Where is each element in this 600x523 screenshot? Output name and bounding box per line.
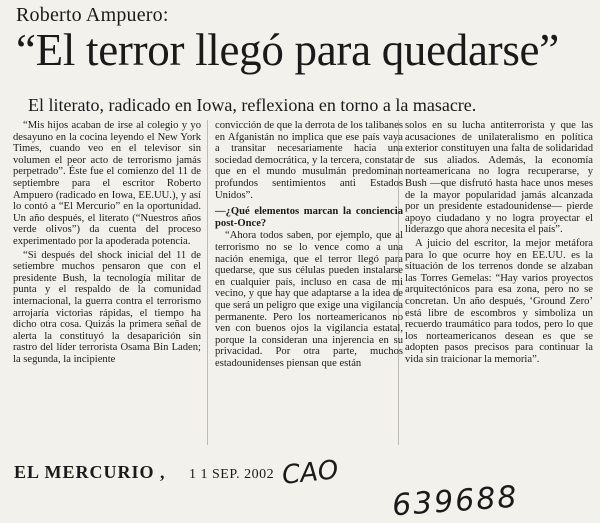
article-column-1 bbox=[13, 120, 201, 450]
paragraph: convicción de que la derrota de los talibanes en Afganistán no implica que ese país vaya a transitar necesariamente hacia una sociedad democrática, y la tercera, constatar que en el mundo musulmán predominan profundos sentimientos anti Estados Unidos”. bbox=[215, 120, 403, 201]
article-subhead: El literato, radicado en Iowa, reflexiona en torno a la masacre. bbox=[28, 95, 477, 115]
interview-question: —¿Qué elementos marcan la conciencia post-Once? bbox=[215, 206, 403, 229]
article-headline: “El terror llegó para quedarse” bbox=[16, 25, 559, 75]
source-line bbox=[14, 462, 274, 483]
paragraph: “Si después del shock inicial del 11 de setiembre muchos pensaron que con el presidente Bush, la tecnología militar de punta y el respaldo de la comunidad internacional, la guerra contra el terrorismo arrojaría victorias rápidas, el tiempo ha dicho otra cosa. Quizás la primera señal de alerta la constituyó la desaparición sin rastro del líder terrorista Osama Bin Laden; la segunda, la incipiente bbox=[13, 249, 201, 365]
article-kicker: Roberto Ampuero: bbox=[16, 4, 169, 26]
handwritten-number: 639688 bbox=[390, 479, 520, 523]
paragraph: A juicio del escritor, la mejor metáfora para lo que ocurre hoy en EE.UU. es la situación de los terrenos donde se alzaban las Torres Gemelas: “Hay varios proyectos arquitectónicos para esa zona, pero no se concretan. Un año después, ‘Ground Zero’ está libre de escombros y simboliza un recuerdo traumático para todos, pero lo que los norteamericanos desean es que se adopten pasos precisos para continuar la vida sin traicionar la memoria”. bbox=[405, 237, 593, 365]
publication-date: 1 1 SEP. 2002 bbox=[189, 467, 275, 482]
paragraph: “Ahora todos saben, por ejemplo, que al terrorismo no se lo vence como a una nación enemiga, que el terror llegó para quedarse, que sus células pueden instalarse en cualquier país, incluso en casa de mi vecino, y que hay que adaptarse a la idea de que será un peligro que exige una vigilancia permanente. Pero los norteamericanos no ven con buenos ojos la vigilancia estatal, porque la consideran una injerencia en su privacidad. Por otra parte, muchos estadounidenses piensan que están bbox=[215, 230, 403, 369]
article-column-3 bbox=[405, 120, 593, 450]
paragraph: solos en su lucha antiterrorista y que las acusaciones de unilateralismo en política exterior constituyen una falta de solidaridad de sus aliados. Además, la economía norteamericana no logra recuperarse, y Bush —que disfrutó hasta hace unos meses de la mayor popularidad jamás alcanzada por un presidente estadounidense— pierde apoyo ciudadano y no logra proyectar el liderazgo que ahora necesita el país”. bbox=[405, 120, 593, 236]
paragraph: “Mis hijos acaban de irse al colegio y yo desayuno en la cocina leyendo el New York Times, cuando veo en el televisor sin volumen el peor acto de terrorismo jamás perpetrado”. Éste fue el comienzo del 11 de septiembre para el escritor Roberto Ampuero (radicado en Iowa, EE.UU.), y así lo contó a “El Mercurio” en la oportunidad. Un año después, el literato (“Nuestros años verde olivos”) da cuenta del proceso experimentado por la apoderada potencia. bbox=[13, 120, 201, 247]
newspaper-name: EL MERCURIO , bbox=[14, 462, 166, 482]
handwritten-mark: CAO bbox=[280, 455, 340, 491]
article-column-2 bbox=[215, 120, 403, 450]
article-body bbox=[0, 120, 600, 450]
